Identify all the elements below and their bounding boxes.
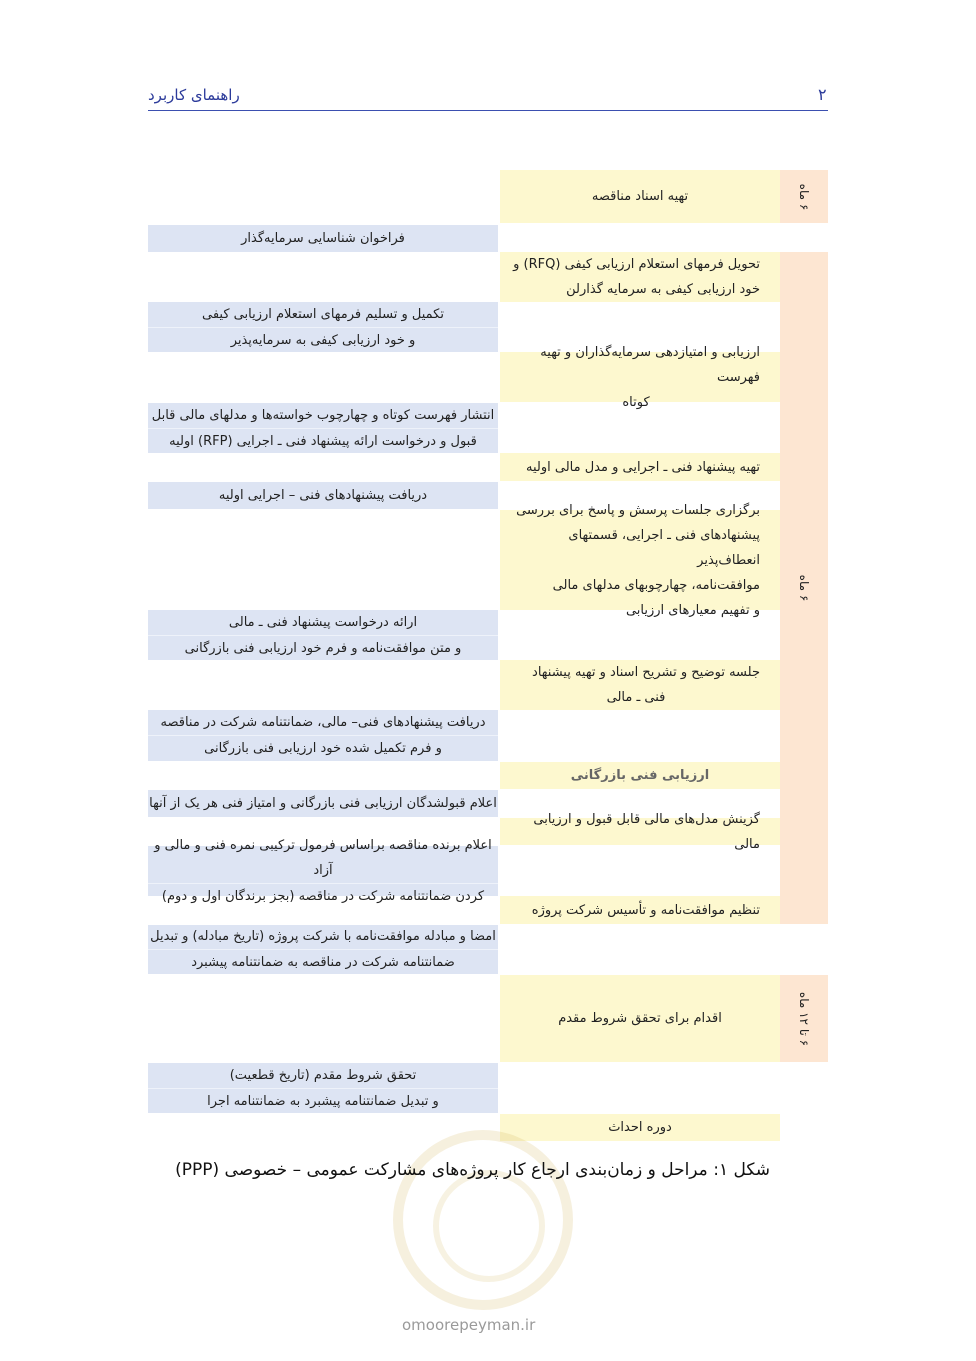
watermark-seal-icon (393, 1130, 573, 1310)
milestone-cell (148, 838, 498, 904)
task-cell (500, 811, 780, 852)
milestone-line: ضمانتنامه شرکت در مناقصه به ضمانتنامه پیشبرد (191, 955, 455, 970)
milestone-cell (148, 482, 498, 509)
period-cell (780, 252, 828, 924)
period-label: ۶ ماه (797, 183, 811, 210)
task-line: کوتاه (622, 394, 650, 410)
running-header-title: راهنمای کاربرد (148, 86, 240, 104)
milestone-cell (148, 403, 498, 453)
milestone-cell (148, 1063, 498, 1113)
task-cell (500, 344, 780, 410)
milestone-cell (148, 925, 498, 974)
milestone-cell (148, 710, 498, 761)
task-cell (500, 170, 780, 223)
task-line: ارزیابی و امتیازدهی سرمایه‌گذاران و تهیه فهرست (540, 344, 760, 385)
header-rule (148, 110, 828, 111)
milestone-line: امضا و مبادله موافقت‌نامه با شرکت پروژه (تاریخ مبادله) و تبدیل (148, 924, 498, 950)
task-line: موافقت‌نامه، چهارچوبهای مدلهای مالی (552, 577, 760, 593)
task-line: دوره احداث (608, 1120, 672, 1135)
milestone-line: اعلام برنده مناقصه براساس فرمول ترکیبی نمره فنی و مالی و آزاد (148, 833, 498, 884)
milestone-cell (148, 790, 498, 817)
milestone-line: تحقق شروط مقدم (تاریخ قطعیت) (148, 1063, 498, 1089)
task-cell (500, 896, 780, 924)
milestone-line: ارائه درخواست پیشنهاد فنی ـ مالی (148, 610, 498, 636)
watermark-text: omoorepeyman.ir (402, 1316, 536, 1334)
task-line: فنی ـ مالی (606, 690, 666, 705)
milestone-line: اعلام قبولشدگان ارزیابی فنی بازرگانی و امتیاز فنی هر یک از آنها (149, 796, 497, 811)
task-cell (500, 975, 780, 1062)
task-cell (500, 453, 780, 481)
task-cell (500, 252, 780, 302)
period-cell (780, 170, 828, 223)
period-label: ۶ تا ۱۲ ماه (797, 991, 811, 1046)
task-line: تحویل فرمهای استعلام ارزیابی کیفی (RFQ) و (513, 257, 760, 272)
task-line: پیشنهادهای فنی ـ اجرایی، قسمتهای انعطاف‌پذیر (568, 527, 760, 568)
task-line: ارزیابی فنی بازرگانی (570, 768, 710, 783)
task-cell (500, 1114, 780, 1141)
milestone-line: فراخوان شناسایی سرمایه‌گذار (241, 231, 405, 246)
task-line: تنظیم موافقت‌نامه و تأسیس شرکت پروژه (531, 902, 760, 918)
milestone-line: قبول و درخواست ارائه پیشنهاد فنی ـ اجرایی (RFP) اولیه (169, 433, 477, 449)
milestone-line: انتشار فهرست کوتاه و چهارچوب خواسته‌ها و مدلهای مالی قابل (148, 403, 498, 429)
task-line: برگزاری جلسات پرسش و پاسخ برای بررسی (516, 502, 760, 518)
milestone-line: و خود ارزیابی کیفی به سرمایه‌پذیر (230, 332, 416, 348)
task-line: اقدام برای تحقق شروط مقدم (558, 1011, 722, 1026)
task-line: تهیه اسناد مناقصه (591, 189, 689, 204)
page-number: ۲ (818, 85, 827, 104)
task-line: گزینش مدل‌های مالی قابل قبول و ارزیابی مالی (533, 811, 760, 852)
task-line: تهیه پیشنهاد فنی ـ اجرایی و مدل مالی اولیه (525, 459, 760, 475)
task-cell (500, 762, 780, 789)
milestone-cell (148, 610, 498, 660)
task-line: جلسه توضیح و تشریح اسناد و تهیه پیشنهاد (532, 665, 760, 680)
milestone-cell (148, 302, 498, 352)
period-cell (780, 975, 828, 1062)
milestone-line: و فرم تکمیل شده خود ارزیابی فنی بازرگانی (204, 741, 442, 756)
milestone-line: و تبدیل ضمانتنامه پیشبرد به ضمانتنامه اجرا (207, 1093, 439, 1109)
milestone-line: دریافت پیشنهادهای فنی– مالی، ضمانتنامه شرکت در مناقصه (148, 710, 498, 736)
milestone-line: دریافت پیشنهادهای فنی – اجرایی اولیه (218, 488, 428, 503)
task-cell (500, 502, 780, 618)
task-line: و تفهیم معیارهای ارزیابی (625, 602, 760, 618)
period-label: ۶ ماه (797, 574, 811, 602)
task-cell (500, 660, 780, 710)
task-line: خود ارزیابی کیفی به سرمایه گذارلن (566, 282, 760, 297)
milestone-line: و متن موافقت‌نامه و فرم خود ارزیابی فنی بازرگانی (184, 640, 462, 656)
figure-caption: شکل ۱: مراحل و زمان‌بندی ارجاع کار پروژه‌های مشارکت عمومی – خصوصی (PPP) (175, 1160, 770, 1180)
milestone-line: تکمیل و تسلیم فرمهای استعلام ارزیابی کیفی (148, 302, 498, 328)
milestone-line: کردن ضمانتنامه شرکت در مناقصه (بجز برندگان اول و دوم) (161, 889, 485, 904)
milestone-cell (148, 225, 498, 252)
